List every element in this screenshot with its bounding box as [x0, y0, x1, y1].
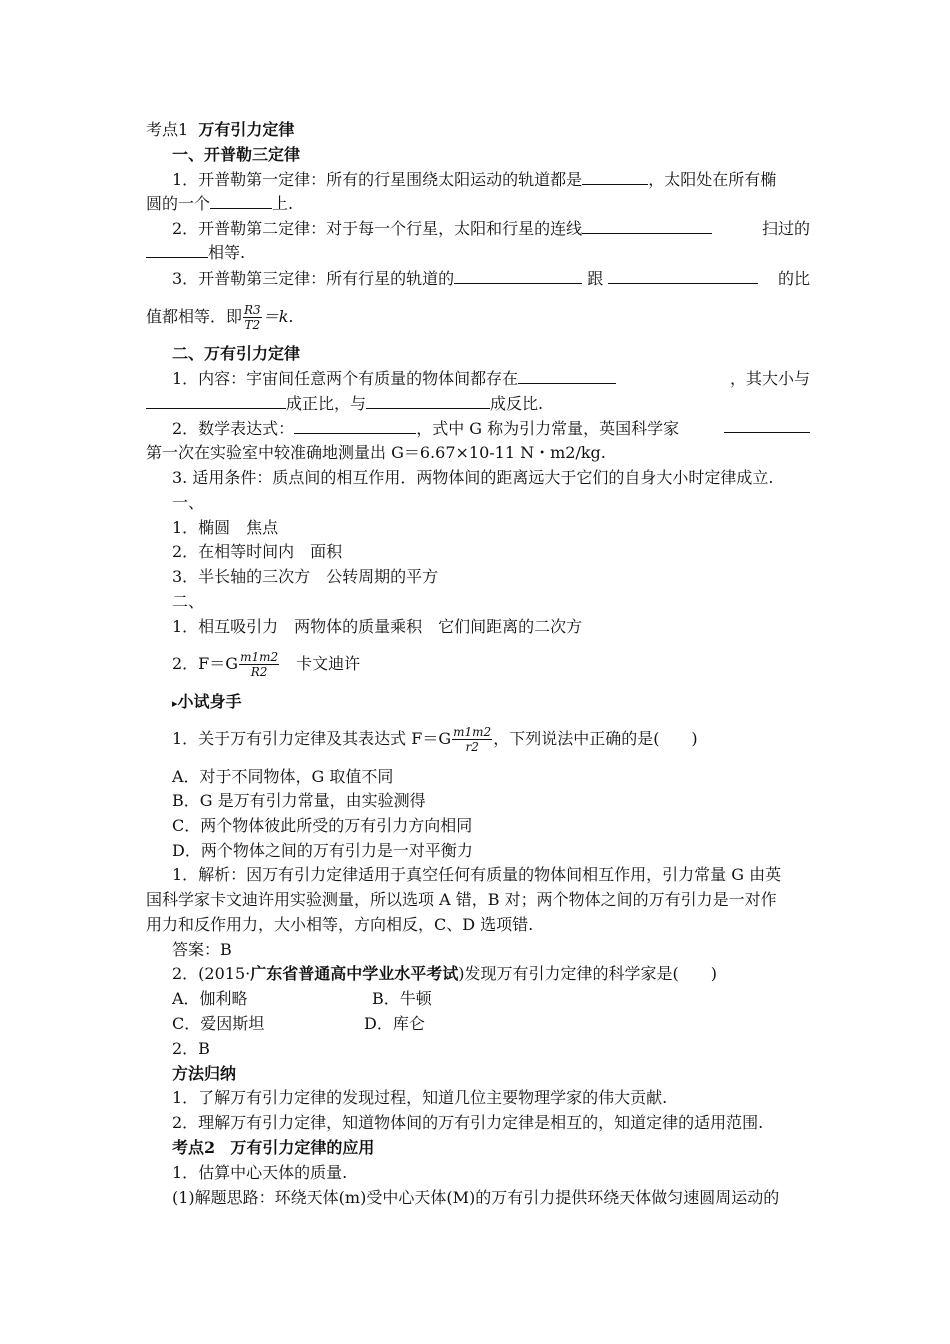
question-1-explanation-cont: 国科学家卡文迪许用实验测量，所以选项 A 错，B 对；两个物体之间的万有引力是一对作 — [146, 890, 777, 909]
blank — [366, 394, 490, 409]
section-2-heading: 考点2 万有引力定律的应用 — [172, 1138, 375, 1157]
method-item-2: 2．理解万有引力定律，知道物体间的万有引力定律是相互的，知道定律的适用范围. — [172, 1113, 764, 1132]
gravitation-formula-cont: 第一次在实验室中较准确地测量出 G＝6.67×10-11 N・m2/kg. — [146, 443, 606, 462]
triangle-icon: ▸ — [172, 697, 178, 710]
gravitation-content-cont: 成正比，与 成反比. — [146, 393, 810, 415]
gravitation-content: 1．内容：宇宙间任意两个有质量的物体间都存在 ，其大小与 — [172, 369, 810, 388]
blank — [582, 219, 712, 234]
answer-2-2: 2．F＝G $\frac{m1m2}{R2}$ 卡文迪许 — [172, 650, 361, 679]
question-1-option-b: B．G 是万有引力常量，由实验测得 — [172, 791, 426, 810]
application-item-1: 1．估算中心天体的质量. — [172, 1163, 348, 1182]
kepler-law-3-cont: 值都相等．即 $\frac{R3}{T2}$ ＝k. — [146, 303, 294, 332]
heading-gravitation: 二、万有引力定律 — [172, 344, 301, 363]
question-2-options-ab: A．伽利略 B．牛顿 — [172, 989, 432, 1008]
blank — [608, 269, 758, 284]
fraction-r3-t2: $\frac{R3}{T2}$ — [244, 303, 261, 332]
blank — [210, 194, 272, 209]
question-2-answer: 2．B — [172, 1039, 210, 1058]
application-item-1-1: (1)解题思路：环绕天体(m)受中心天体(M)的万有引力提供环绕天体做匀速圆周运动的 — [172, 1188, 780, 1207]
section-1-heading: 考点1 万有引力定律 — [146, 120, 295, 139]
blank — [146, 394, 286, 409]
answer-heading-1: 一、 — [172, 493, 205, 512]
kepler-law-2-cont: 相等. — [146, 242, 810, 264]
answer-1-3: 3．半长轴的三次方 公转周期的平方 — [172, 567, 439, 586]
blank — [294, 419, 416, 434]
method-item-1: 1．了解万有引力定律的发现过程，知道几位主要物理学家的伟大贡献. — [172, 1088, 668, 1107]
method-heading: 方法归纳 — [172, 1064, 237, 1083]
question-1-option-d: D．两个物体之间的万有引力是一对平衡力 — [172, 841, 473, 860]
question-2-stem: 2．(2015·广东省普通高中学业水平考试)发现万有引力定律的科学家是( ) — [172, 964, 717, 983]
kepler-law-3: 3．开普勒第三定律：所有行星的轨道的 跟 的比 — [172, 269, 810, 288]
blank — [454, 269, 582, 284]
answer-heading-2: 二、 — [172, 592, 205, 611]
gravitation-conditions: 3. 适用条件：质点间的相互作用．两物体间的距离远大于它们的自身大小时定律成立. — [172, 468, 774, 487]
fraction-m1m2-r2: $\frac{m1m2}{r2}$ — [453, 725, 492, 754]
kepler-law-1: 1．开普勒第一定律：所有的行星围绕太阳运动的轨道都是 ，太阳处在所有椭 — [172, 170, 777, 189]
question-1-option-a: A．对于不同物体，G 取值不同 — [172, 767, 394, 786]
try-heading: ▸小试身手 — [172, 692, 242, 711]
question-1-explanation: 1．解析：因万有引力定律适用于真空任何有质量的物体间相互作用，引力常量 G 由英 — [172, 865, 782, 884]
blank — [582, 170, 648, 185]
answer-1-2: 2．在相等时间内 面积 — [172, 542, 343, 561]
fraction-m1m2-r2: $\frac{m1m2}{R2}$ — [240, 650, 279, 679]
blank — [146, 243, 208, 258]
kepler-law-1-cont: 圆的一个 上. — [146, 194, 294, 213]
question-1-option-c: C．两个物体彼此所受的万有引力方向相同 — [172, 816, 473, 835]
question-1-answer: 答案：B — [172, 940, 232, 959]
heading-kepler: 一、开普勒三定律 — [172, 145, 301, 164]
question-1-explanation-cont: 用力和反作用力，大小相等，方向相反，C、D 选项错. — [146, 915, 534, 934]
answer-2-1: 1．相互吸引力 两物体的质量乘积 它们间距离的二次方 — [172, 617, 583, 636]
question-1-stem: 1．关于万有引力定律及其表达式 F＝G $\frac{m1m2}{r2}$ ，下列说法中正确的是( ) — [172, 725, 698, 754]
answer-1-1: 1．椭圆 焦点 — [172, 518, 279, 537]
kepler-law-2: 2．开普勒第二定律：对于每一个行星，太阳和行星的连线 扫过的 — [172, 219, 810, 238]
blank — [724, 418, 810, 433]
question-2-options-cd: C．爱因斯坦 D．库仑 — [172, 1014, 425, 1033]
gravitation-formula: 2．数学表达式： ，式中 G 称为引力常量，英国科学家 — [172, 418, 810, 440]
blank — [518, 369, 616, 384]
